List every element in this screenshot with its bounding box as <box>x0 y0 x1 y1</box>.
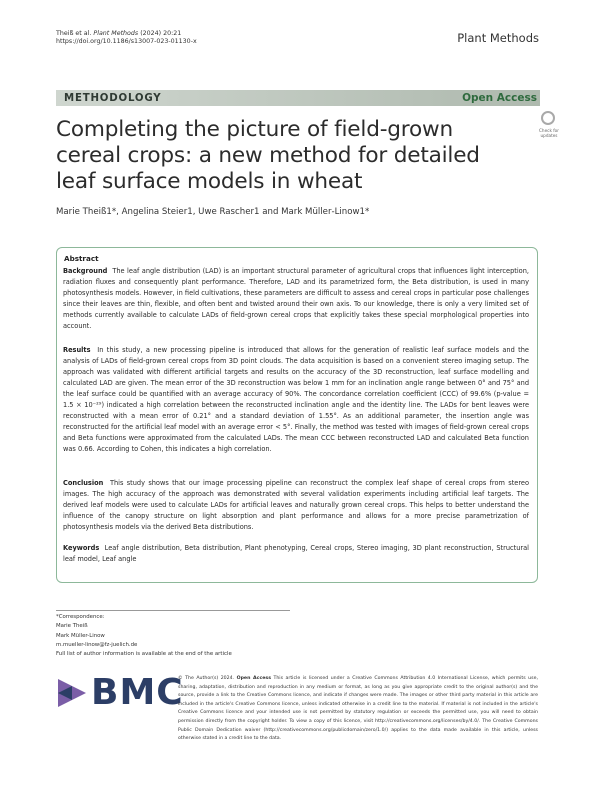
article-category: METHODOLOGY <box>64 93 162 104</box>
citation-journal: Plant Methods <box>93 30 139 37</box>
correspondence-label: *Correspondence: <box>56 614 105 620</box>
license-prefix: © The Author(s) 2024. <box>178 676 235 681</box>
results-label: Results <box>63 346 91 354</box>
abstract-heading: Abstract <box>64 254 99 263</box>
citation-header <box>56 30 197 47</box>
abstract-background <box>63 266 529 332</box>
citation-authors: Theiß et al. <box>56 30 92 37</box>
conclusion-label: Conclusion <box>63 479 104 487</box>
author-list: Marie Theiß1*, Angelina Steier1, Uwe Rascher1 and Mark Müller‑Linow1* <box>56 207 370 217</box>
check-updates-label: Check for updates <box>539 128 559 138</box>
author-info-note: Full list of author information is available at the end of the article <box>56 651 232 658</box>
journal-name: Plant Methods <box>457 31 539 45</box>
license-body: This article is licensed under a Creative Commons Attribution 4.0 International License, which permits use, sharing, adaptation, distribution and reproduction in any medium or format, as long as you give appropriate credit to the original author(s) and the source, provide a link to the Creative Commons licence, and indicate if changes were made. The images or other third party material in this article are included in the article's Creative Commons licence, unless indicated otherwise in a credit line to the material. If material is not included in the article's Creative Commons licence and your intended use is not permitted by statutory regulation or exceeds the permitted use, you will need to obtain permission directly from the copyright holder. To view a copy of this licence, visit http://creativecommons.org/licenses/by/4.0/. The Creative Commons Public Domain Dedication waiver (http://creativecommons.org/publicdomain/zero/1.0/) applies to the data made available in this article, unless otherwise stated in a credit line to the data. <box>178 676 538 742</box>
open-access-label: Open Access <box>462 92 537 104</box>
conclusion-text: This study shows that our image processing pipeline can reconstruct the complex leaf shape of cereal crops from stereo images. The high accuracy of the approach was demonstrated with several validation experiments including artificial leaf targets. The derived leaf models were used to calculate LADs for artificial leaves and naturally grown cereal crops. This helps to better understand the influence of the canopy structure on light absorption and plant performance and allows for a more precise parametrization of photosynthesis models via the derived Beta distributions. <box>63 479 529 531</box>
abstract-conclusion <box>63 478 529 533</box>
footnotes <box>56 613 232 659</box>
correspondence-author-1: Marie Theiß <box>56 623 88 630</box>
background-label: Background <box>63 267 108 275</box>
article-title: Completing the picture of field-grown cereal crops: a new method for detailed leaf surface models in wheat <box>56 117 480 194</box>
correspondence-email[interactable]: m.mueller-linow@fz-juelich.de <box>56 641 138 648</box>
citation-year-pages: (2024) 20:21 <box>140 30 182 37</box>
background-text: The leaf angle distribution (LAD) is an important structural parameter of agricultural crops that influences light interception, radiation fluxes and consequently plant performance. Therefore, LAD and its parametrized form, the Beta distribution, is used in many photosynthesis models. However, in field cultivations, these parameters are difficult to assess and cereal crops in particular pose challenges since their leaves are thin, flexible, and often bent and twisted around their own axis. To our knowledge, there is only a very limited set of methods currently available to calculate LADs of field-grown cereal crops that explicitly takes these special morphological properties into account. <box>63 267 529 330</box>
license-text <box>178 675 538 744</box>
footnote-divider <box>56 610 290 611</box>
keywords-label: Keywords <box>63 544 100 552</box>
doi-link[interactable]: https://doi.org/10.1186/s13007-023-01130-x <box>56 38 197 46</box>
correspondence-author-2: Mark Müller-Linow <box>56 632 105 639</box>
publisher-name: BMC <box>91 672 184 713</box>
abstract-results <box>63 345 529 455</box>
results-text: In this study, a new processing pipeline is introduced that allows for the generation of realistic leaf surface models and the analysis of LADs of field-grown cereal crops from 3D point clouds. The data acquisition is based on a convenient stereo imaging setup. The approach was validated with different artificial targets and results on the accuracy of the 3D reconstruction, leaf surface modelling and calculated LAD are given. The mean error of the 3D reconstruction was below 1 mm for an inclination angle range between 0° and 75° and the leaf surface could be quantified with an average accuracy of 90%. The concordance correlation coefficient (CCC) of 99.6% (p-value = 1.5 × 10⁻²⁹) indicated a high correlation between the reconstructed inclination angle and the identity line. The LADs for bent leaves were reconstructed with a mean error of 0.21° and a standard deviation of 1.55°. As an additional parameter, the insertion angle was reconstructed for the artificial leaf model with an average error < 5°. Finally, the method was tested with images of field-grown cereal crops and Beta functions were approximated from the calculated LADs. The mean CCC between reconstructed LAD and calculated Beta function was 0.66. According to Cohen, this indicates a high correlation. <box>63 346 529 453</box>
license-open-access: Open Access <box>236 676 271 681</box>
check-updates-icon[interactable] <box>536 110 562 144</box>
keywords-text: Leaf angle distribution, Beta distribution, Plant phenotyping, Cereal crops, Stereo imaging, 3D plant reconstruction, Structural leaf model, Leaf angle <box>63 544 529 563</box>
abstract-keywords <box>63 543 529 565</box>
